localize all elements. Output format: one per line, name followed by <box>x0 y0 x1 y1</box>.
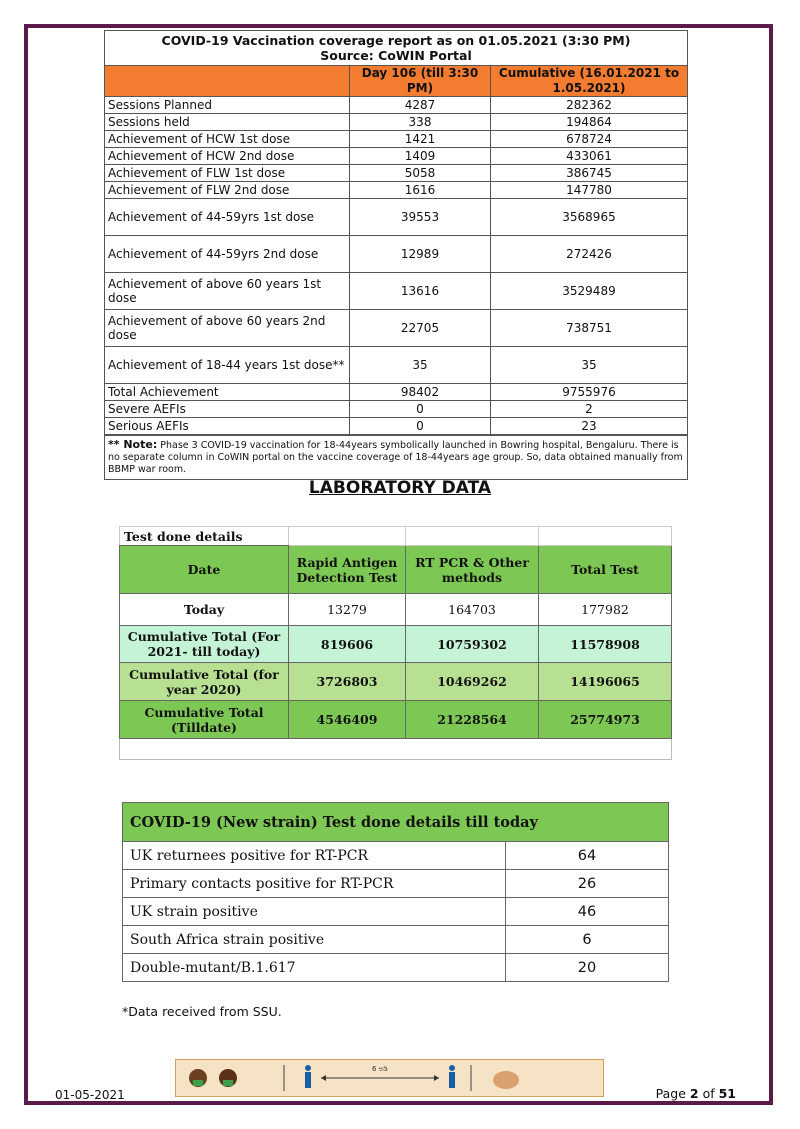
col-day-header: Day 106 (till 3:30 PM) <box>350 66 491 97</box>
cumulative-value: 738751 <box>491 310 688 347</box>
strain-label: Double-mutant/B.1.617 <box>123 954 506 982</box>
table-row <box>123 954 669 982</box>
cumulative-value: 3568965 <box>491 199 688 236</box>
cumulative-value: 194864 <box>491 114 688 131</box>
banner-distance: 6 ಅಡಿ <box>372 1065 388 1073</box>
strain-value: 64 <box>506 842 669 870</box>
day-value: 13616 <box>350 273 491 310</box>
page-number: Page 2 of 51 <box>655 1086 736 1101</box>
table-row: Cumulative Total (Tilldate) 4546409 21228564 25774973 <box>120 701 672 739</box>
strain-label: Primary contacts positive for RT-PCR <box>123 870 506 898</box>
table-row <box>123 842 669 870</box>
table-row <box>105 199 688 236</box>
day-value: 0 <box>350 418 491 436</box>
day-value: 4287 <box>350 97 491 114</box>
vaccination-note: ** Note: Phase 3 COVID-19 vaccination for 18-44years symbolically launched in Bowring hospital, Bengaluru. There is no separate column in CoWIN portal on the vaccine coverage of 18-44years age group. So, data obtained manually from BBMP war room. <box>105 435 688 480</box>
cumulative-value: 147780 <box>491 182 688 199</box>
col-cumulative-header: Cumulative (16.01.2021 to 1.05.2021) <box>491 66 688 97</box>
strain-title: COVID-19 (New strain) Test done details till today <box>123 803 669 842</box>
row-label: Total Achievement <box>105 384 350 401</box>
row-label: Achievement of 44-59yrs 1st dose <box>105 199 350 236</box>
strain-label: South Africa strain positive <box>123 926 506 954</box>
table-row <box>105 148 688 165</box>
row-label: Achievement of HCW 2nd dose <box>105 148 350 165</box>
strain-footnote: *Data received from SSU. <box>122 1004 282 1019</box>
lab-caption: Test done details <box>120 527 289 546</box>
day-value: 98402 <box>350 384 491 401</box>
vaccination-title: COVID-19 Vaccination coverage report as on 01.05.2021 (3:30 PM) Source: CoWIN Portal <box>105 31 688 66</box>
strain-table <box>122 802 669 982</box>
day-value: 39553 <box>350 199 491 236</box>
lab-header-date: Date <box>120 546 289 594</box>
day-value: 1616 <box>350 182 491 199</box>
strain-value: 6 <box>506 926 669 954</box>
strain-label: UK strain positive <box>123 898 506 926</box>
lab-header-row <box>120 546 672 594</box>
day-value: 35 <box>350 347 491 384</box>
safety-banner-icons <box>176 1060 603 1096</box>
cumulative-value: 678724 <box>491 131 688 148</box>
table-row <box>105 165 688 182</box>
vaccination-header-row <box>105 66 688 97</box>
cumulative-value: 272426 <box>491 236 688 273</box>
table-row: Cumulative Total (for year 2020) 3726803 10469262 14196065 <box>120 663 672 701</box>
cumulative-value: 386745 <box>491 165 688 182</box>
row-label: Achievement of 44-59yrs 2nd dose <box>105 236 350 273</box>
cumulative-value: 2 <box>491 401 688 418</box>
lab-header-rat: Rapid Antigen Detection Test <box>289 546 406 594</box>
day-value: 5058 <box>350 165 491 182</box>
row-label: Achievement of above 60 years 2nd dose <box>105 310 350 347</box>
footer-date: 01-05-2021 <box>55 1088 125 1102</box>
table-row <box>105 273 688 310</box>
cumulative-value: 23 <box>491 418 688 436</box>
row-label: Serious AEFIs <box>105 418 350 436</box>
lab-table <box>119 526 672 760</box>
table-row: Cumulative Total (For 2021- till today) 819606 10759302 11578908 <box>120 626 672 663</box>
table-row <box>105 182 688 199</box>
safety-banner <box>175 1059 604 1097</box>
cumulative-value: 3529489 <box>491 273 688 310</box>
vaccination-table <box>104 30 688 480</box>
strain-value: 46 <box>506 898 669 926</box>
strain-value: 20 <box>506 954 669 982</box>
table-row <box>105 310 688 347</box>
row-label: Achievement of 18-44 years 1st dose** <box>105 347 350 384</box>
table-row <box>105 384 688 401</box>
table-row <box>105 418 688 436</box>
table-row <box>105 401 688 418</box>
cumulative-value: 9755976 <box>491 384 688 401</box>
cumulative-value: 282362 <box>491 97 688 114</box>
lab-header-rtpcr: RT PCR & Other methods <box>406 546 539 594</box>
cumulative-value: 35 <box>491 347 688 384</box>
table-row <box>105 114 688 131</box>
row-label: Sessions held <box>105 114 350 131</box>
table-row <box>105 97 688 114</box>
table-row <box>123 898 669 926</box>
day-value: 12989 <box>350 236 491 273</box>
strain-value: 26 <box>506 870 669 898</box>
strain-label: UK returnees positive for RT-PCR <box>123 842 506 870</box>
table-row <box>105 347 688 384</box>
laboratory-heading: LABORATORY DATA <box>308 478 492 498</box>
day-value: 1421 <box>350 131 491 148</box>
row-label: Achievement of FLW 1st dose <box>105 165 350 182</box>
table-row <box>105 236 688 273</box>
row-label: Sessions Planned <box>105 97 350 114</box>
row-label: Severe AEFIs <box>105 401 350 418</box>
day-value: 0 <box>350 401 491 418</box>
table-row: Today 13279 164703 177982 <box>120 594 672 626</box>
table-row <box>123 926 669 954</box>
lab-header-total: Total Test <box>539 546 672 594</box>
day-value: 22705 <box>350 310 491 347</box>
table-row <box>123 870 669 898</box>
table-row <box>105 131 688 148</box>
cumulative-value: 433061 <box>491 148 688 165</box>
row-label: Achievement of above 60 years 1st dose <box>105 273 350 310</box>
row-label: Achievement of FLW 2nd dose <box>105 182 350 199</box>
row-label: Achievement of HCW 1st dose <box>105 131 350 148</box>
day-value: 1409 <box>350 148 491 165</box>
day-value: 338 <box>350 114 491 131</box>
